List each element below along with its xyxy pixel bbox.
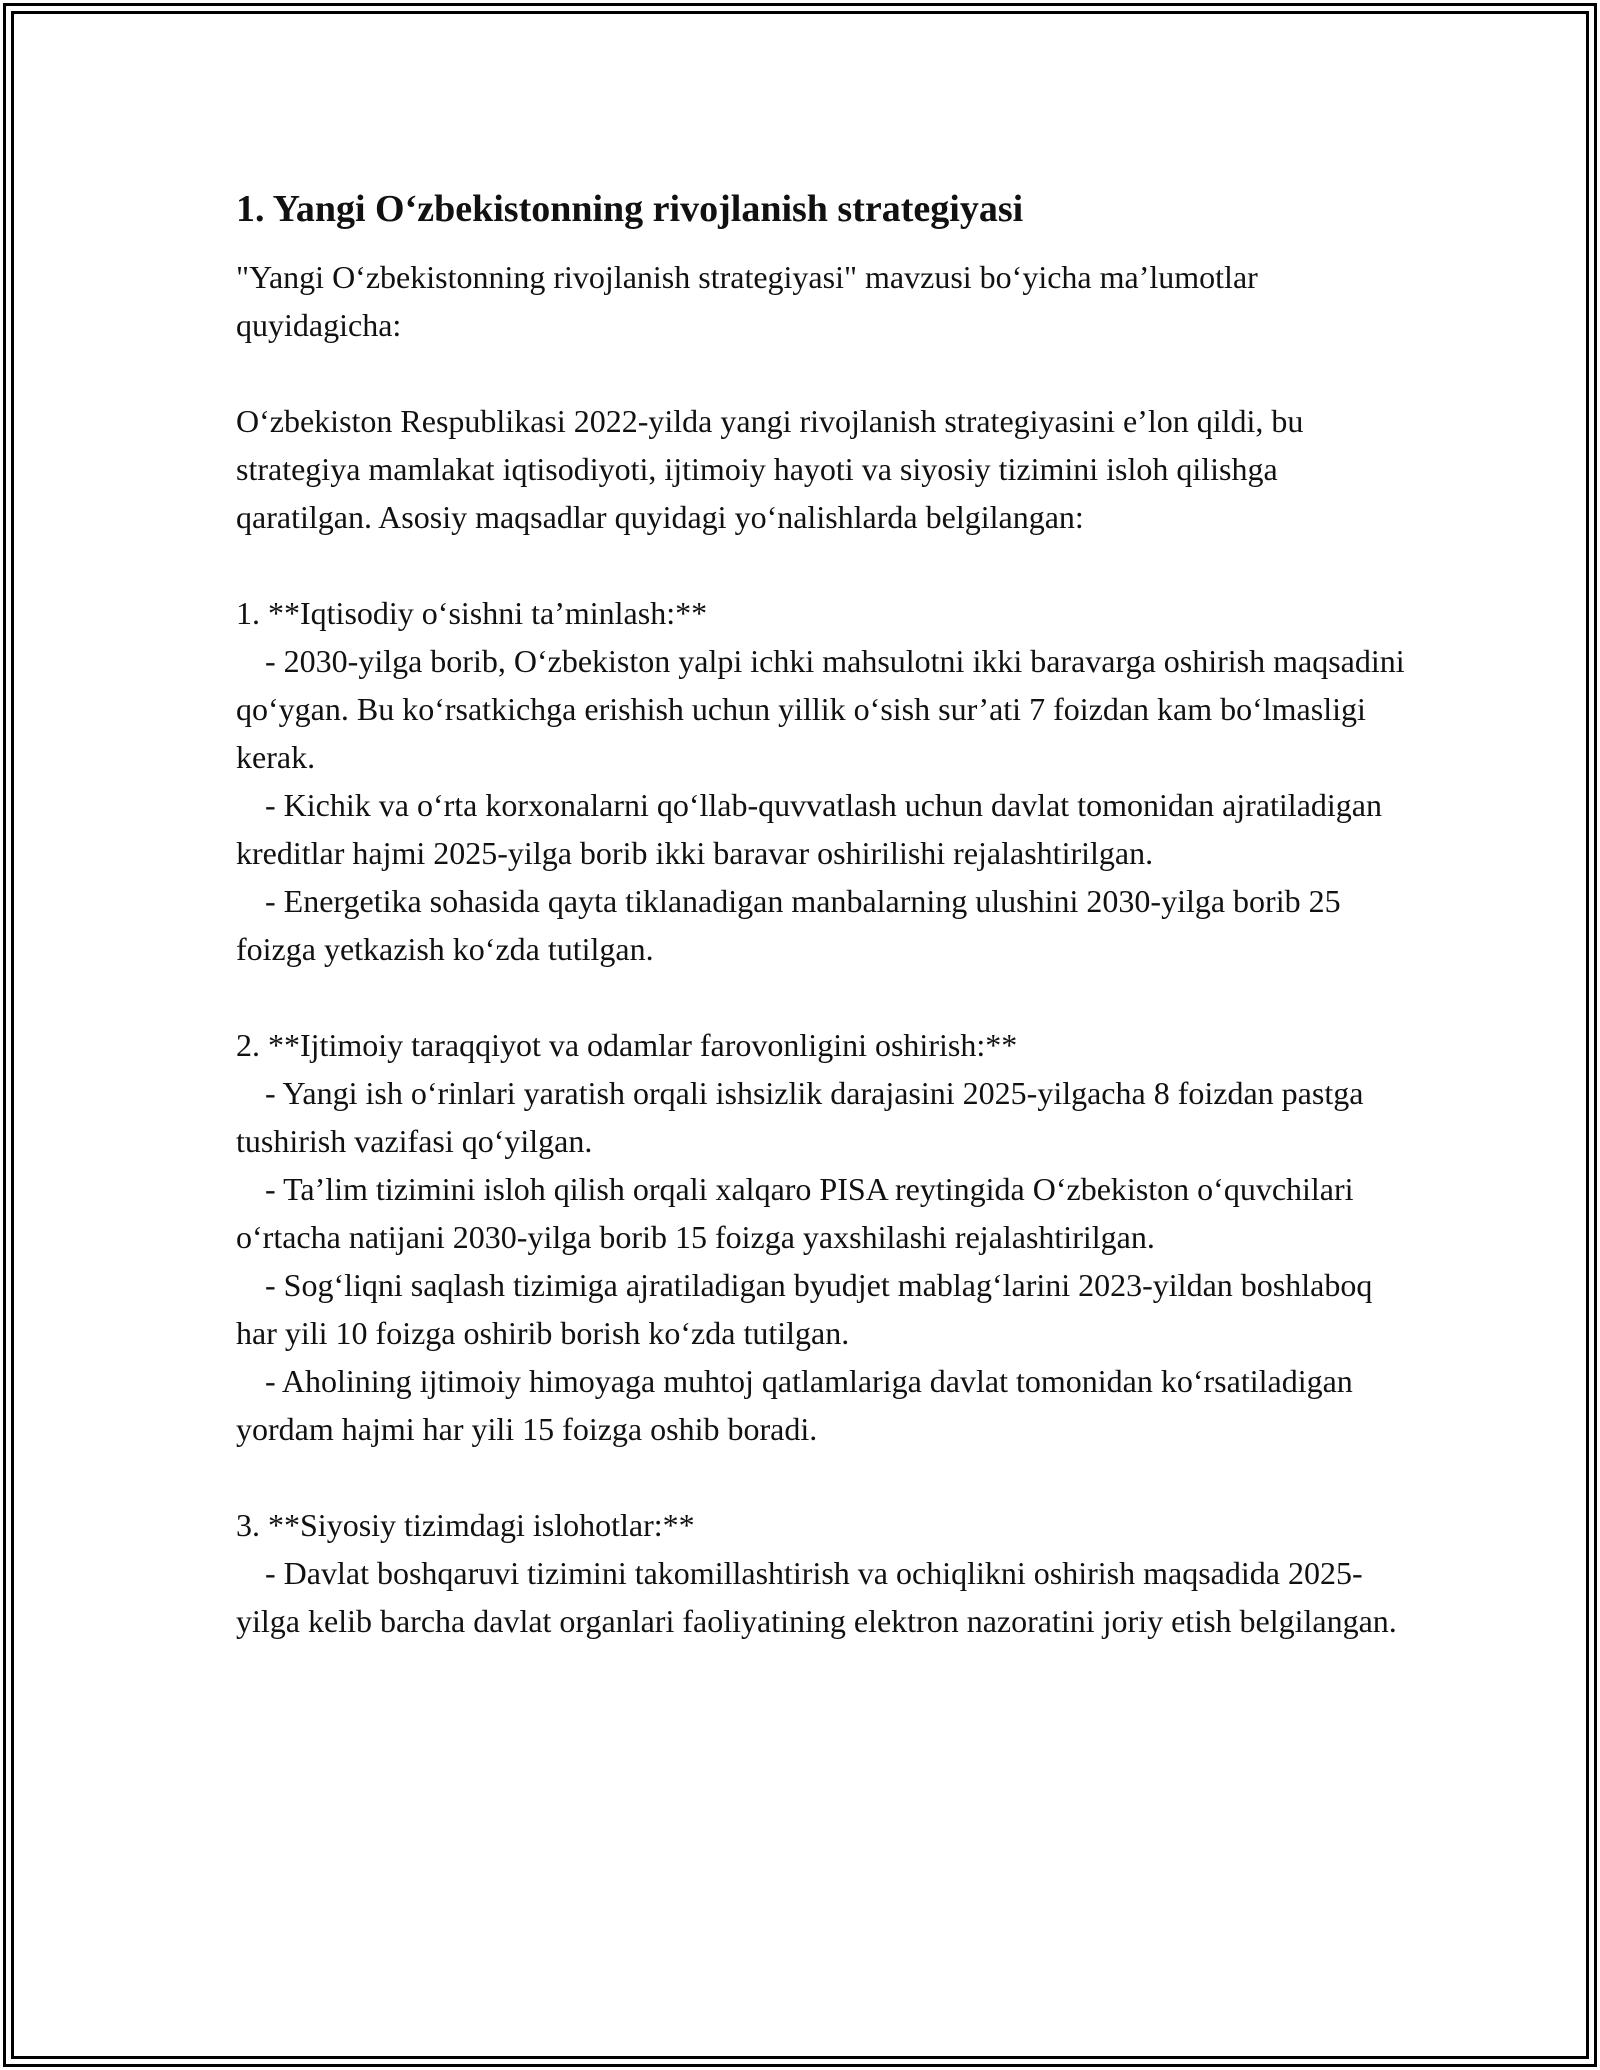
- section-social: [236, 1021, 1406, 1453]
- spacer: [236, 1453, 1406, 1501]
- spacer: [236, 541, 1406, 589]
- section-item: - Ta’lim tizimini isloh qilish orqali xalqaro PISA reytingida O‘zbekiston o‘quvchilari o‘rtacha natijani 2030-yilga borib 15 foizga yaxshilashi rejalashtirilgan.: [236, 1171, 1354, 1255]
- document-title: 1. Yangi O‘zbekistonning rivojlanish strategiyasi: [236, 188, 1024, 230]
- section-item: - Kichik va o‘rta korxonalarni qo‘llab-quvvatlash uchun davlat tomonidan ajratiladigan kreditlar hajmi 2025-yilga borib ikki baravar oshirilishi rejalashtirilgan.: [236, 787, 1382, 871]
- overview-paragraph: O‘zbekiston Respublikasi 2022-yilda yangi rivojlanish strategiyasini e’lon qildi, bu strategiya mamlakat iqtisodiyoti, ijtimoiy hayoti va siyosiy tizimini isloh qilishga qaratilgan. Asosiy maqsadlar quyidagi yo‘nalishlarda belgilangan:: [236, 403, 1304, 535]
- section-heading: 3. **Siyosiy tizimdagi islohotlar:**: [236, 1507, 695, 1543]
- section-item: - Yangi ish o‘rinlari yaratish orqali ishsizlik darajasini 2025-yilgacha 8 foizdan pastga tushirish vazifasi qo‘yilgan.: [236, 1075, 1364, 1159]
- section-item: - Sog‘liqni saqlash tizimiga ajratiladigan byudjet mablag‘larini 2023-yildan boshlaboq har yili 10 foizga oshirib borish ko‘zda tutilgan.: [236, 1267, 1373, 1351]
- section-economy: [236, 589, 1406, 973]
- document-body: [236, 183, 1406, 1645]
- section-heading: 2. **Ijtimoiy taraqqiyot va odamlar farovonligini oshirish:**: [236, 1027, 1018, 1063]
- section-item: - Aholining ijtimoiy himoyaga muhtoj qatlamlariga davlat tomonidan ko‘rsatiladigan yordam hajmi har yili 15 foizga oshib boradi.: [236, 1363, 1353, 1447]
- section-item: - Energetika sohasida qayta tiklanadigan manbalarning ulushini 2030-yilga borib 25 foizga yetkazish ko‘zda tutilgan.: [236, 883, 1341, 967]
- section-political: [236, 1501, 1406, 1645]
- section-item: - Davlat boshqaruvi tizimini takomillashtirish va ochiqlikni oshirish maqsadida 2025-yilga kelib barcha davlat organlari faoliyatining elektron nazoratini joriy etish belgilangan.: [236, 1555, 1397, 1639]
- spacer: [236, 973, 1406, 1021]
- spacer: [236, 349, 1406, 397]
- section-item: - 2030-yilga borib, O‘zbekiston yalpi ichki mahsulotni ikki baravarga oshirish maqsadini qo‘ygan. Bu ko‘rsatkichga erishish uchun yillik o‘sish sur’ati 7 foizdan kam bo‘lmasligi kerak.: [236, 643, 1405, 775]
- intro-paragraph: "Yangi O‘zbekistonning rivojlanish strategiyasi" mavzusi bo‘yicha ma’lumotlar quyidagicha:: [236, 259, 1258, 343]
- section-heading: 1. **Iqtisodiy o‘sishni ta’minlash:**: [236, 595, 708, 631]
